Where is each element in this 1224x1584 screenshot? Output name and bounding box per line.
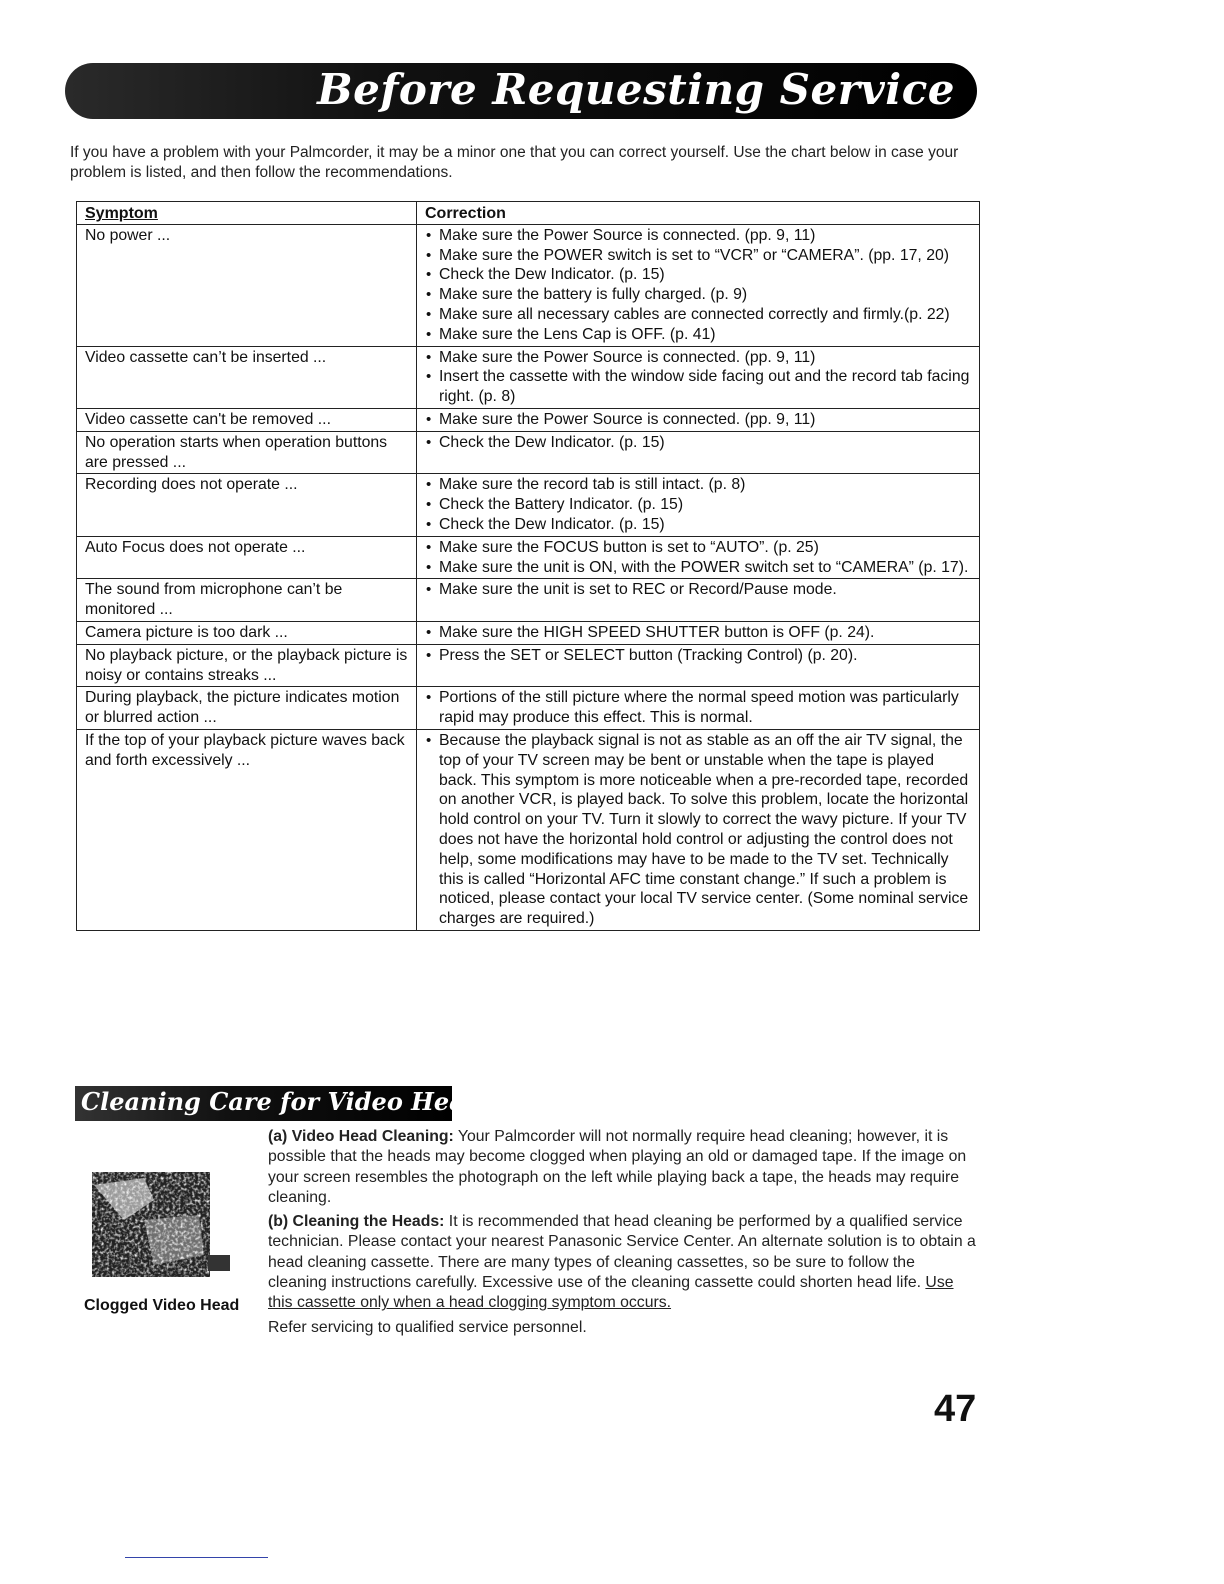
correction-item: • Make sure the record tab is still intact. (p. 8) — [425, 475, 971, 495]
photo-caption: Clogged Video Head — [84, 1297, 240, 1314]
correction-item: • Make sure the Lens Cap is OFF. (p. 41) — [425, 325, 971, 345]
footer-rule — [125, 1557, 268, 1558]
correction-list — [425, 348, 971, 407]
correction-cell — [417, 346, 980, 408]
page-title: Before Requesting Service — [317, 65, 955, 114]
symptom-cell: Recording does not operate ... — [77, 474, 417, 536]
symptom-cell: No power ... — [77, 224, 417, 346]
page-number: 47 — [934, 1388, 977, 1430]
table-row — [77, 579, 980, 622]
symptom-cell: Auto Focus does not operate ... — [77, 536, 417, 579]
symptom-cell: Video cassette can't be removed ... — [77, 408, 417, 431]
correction-item: • Make sure the unit is ON, with the POWER switch set to “CAMERA” (p. 17). — [425, 558, 971, 578]
table-row — [77, 644, 980, 687]
correction-item: • Make sure the Power Source is connected. (pp. 9, 11) — [425, 410, 971, 430]
correction-cell — [417, 644, 980, 687]
title-banner — [65, 63, 977, 119]
correction-cell — [417, 579, 980, 622]
intro-paragraph: If you have a problem with your Palmcorder, it may be a minor one that you can correct yourself. Use the chart below in case your problem is listed, and then follow the recommendations. — [70, 144, 959, 181]
symptom-cell: No operation starts when operation buttons are pressed ... — [77, 431, 417, 474]
paragraph-b-text: It is recommended that head cleaning be performed by a qualified service technician. Please contact your nearest Panasonic Service Center. An alternate solution is to obtain a head cleaning cassette. There are many types of cleaning cassettes, so be sure to follow the cleaning instructions carefully. Excessive use of the cleaning cassette could shorten head life. — [268, 1213, 976, 1292]
correction-item: • Portions of the still picture where the normal speed motion was particularly rapid may produce this effect. This is normal. — [425, 688, 971, 728]
correction-list — [425, 433, 971, 453]
table-row — [77, 431, 980, 474]
correction-cell — [417, 621, 980, 644]
table-row — [77, 346, 980, 408]
correction-item: • Make sure the unit is set to REC or Record/Pause mode. — [425, 580, 971, 600]
correction-cell — [417, 408, 980, 431]
table-row — [77, 729, 980, 930]
table-row — [77, 687, 980, 730]
table-row — [77, 621, 980, 644]
correction-item: • Check the Dew Indicator. (p. 15) — [425, 515, 971, 535]
cleaning-text — [268, 1127, 978, 1342]
table-body — [77, 224, 980, 930]
correction-cell — [417, 729, 980, 930]
paragraph-a-label: (a) Video Head Cleaning: — [268, 1128, 454, 1145]
correction-item: • Make sure the FOCUS button is set to “AUTO”. (p. 25) — [425, 538, 971, 558]
correction-item: • Insert the cassette with the window side facing out and the record tab facing right. (p. 8) — [425, 367, 971, 407]
correction-item: • Because the playback signal is not as stable as an off the air TV signal, the top of your TV screen may be bent or unstable when the tape is played back. This symptom is more noticeable when a pre-recorded tape, recorded on another VCR, is played back. To solve this problem, locate the horizontal hold control on your TV. Turn it slowly to correct the wavy picture. If your TV does not have the horizontal hold control or adjusting the control does not help, some modifications may have to be made to the TV set. Technically this is called “Horizontal AFC time constant change.” If such a problem is noticed, please contact your local TV service center. (Some nominal service charges are required.) — [425, 731, 971, 929]
correction-item: • Make sure all necessary cables are connected correctly and firmly.(p. 22) — [425, 305, 971, 325]
correction-list — [425, 538, 971, 578]
correction-list — [425, 580, 971, 600]
table-row — [77, 224, 980, 346]
symptom-cell: During playback, the picture indicates motion or blurred action ... — [77, 687, 417, 730]
correction-item: • Check the Dew Indicator. (p. 15) — [425, 433, 971, 453]
symptom-cell: The sound from microphone can’t be monitored ... — [77, 579, 417, 622]
symptom-cell: Video cassette can’t be inserted ... — [77, 346, 417, 408]
symptom-cell: Camera picture is too dark ... — [77, 621, 417, 644]
correction-item: • Check the Battery Indicator. (p. 15) — [425, 495, 971, 515]
correction-item: • Make sure the POWER switch is set to “VCR” or “CAMERA”. (pp. 17, 20) — [425, 246, 971, 266]
correction-list — [425, 688, 971, 728]
correction-item: • Make sure the battery is fully charged. (p. 9) — [425, 285, 971, 305]
troubleshooting-table — [76, 201, 980, 931]
symptom-header: Symptom — [77, 202, 417, 225]
symptom-cell: No playback picture, or the playback picture is noisy or contains streaks ... — [77, 644, 417, 687]
clogged-head-photo — [84, 1160, 234, 1285]
paragraph-b-underlined: Use this cassette only when a head clogging symptom occurs. — [268, 1274, 954, 1312]
cleaning-paragraph-a — [268, 1127, 978, 1208]
correction-cell — [417, 687, 980, 730]
correction-item: • Check the Dew Indicator. (p. 15) — [425, 265, 971, 285]
correction-list — [425, 475, 971, 534]
correction-list — [425, 410, 971, 430]
table-row — [77, 408, 980, 431]
correction-list — [425, 731, 971, 929]
correction-list — [425, 646, 971, 666]
table-row — [77, 536, 980, 579]
cleaning-paragraph-b — [268, 1212, 978, 1313]
correction-item: • Make sure the HIGH SPEED SHUTTER button is OFF (p. 24). — [425, 623, 971, 643]
section-title: Cleaning Care for Video Heads — [81, 1087, 495, 1116]
correction-item: • Press the SET or SELECT button (Tracking Control) (p. 20). — [425, 646, 971, 666]
correction-item: • Make sure the Power Source is connected. (pp. 9, 11) — [425, 348, 971, 368]
correction-cell — [417, 431, 980, 474]
table-header-row — [77, 202, 980, 225]
correction-list — [425, 226, 971, 345]
section-banner — [75, 1086, 495, 1121]
table-row — [77, 474, 980, 536]
paragraph-b-label: (b) Cleaning the Heads: — [268, 1213, 445, 1231]
correction-cell — [417, 536, 980, 579]
correction-header: Correction — [417, 202, 980, 225]
correction-item: • Make sure the Power Source is connected. (pp. 9, 11) — [425, 226, 971, 246]
refer-paragraph: Refer servicing to qualified service personnel. — [268, 1318, 587, 1336]
correction-list — [425, 623, 971, 643]
symptom-cell: If the top of your playback picture waves back and forth excessively ... — [77, 729, 417, 930]
correction-cell — [417, 474, 980, 536]
paragraph-a-text: Your Palmcorder will not normally require head cleaning; however, it is possible that the heads may become clogged when playing an old or damaged tape. If the image on your screen resembles the photograph on the left while playing back a tape, the heads may require cleaning. — [268, 1128, 967, 1206]
correction-cell — [417, 224, 980, 346]
